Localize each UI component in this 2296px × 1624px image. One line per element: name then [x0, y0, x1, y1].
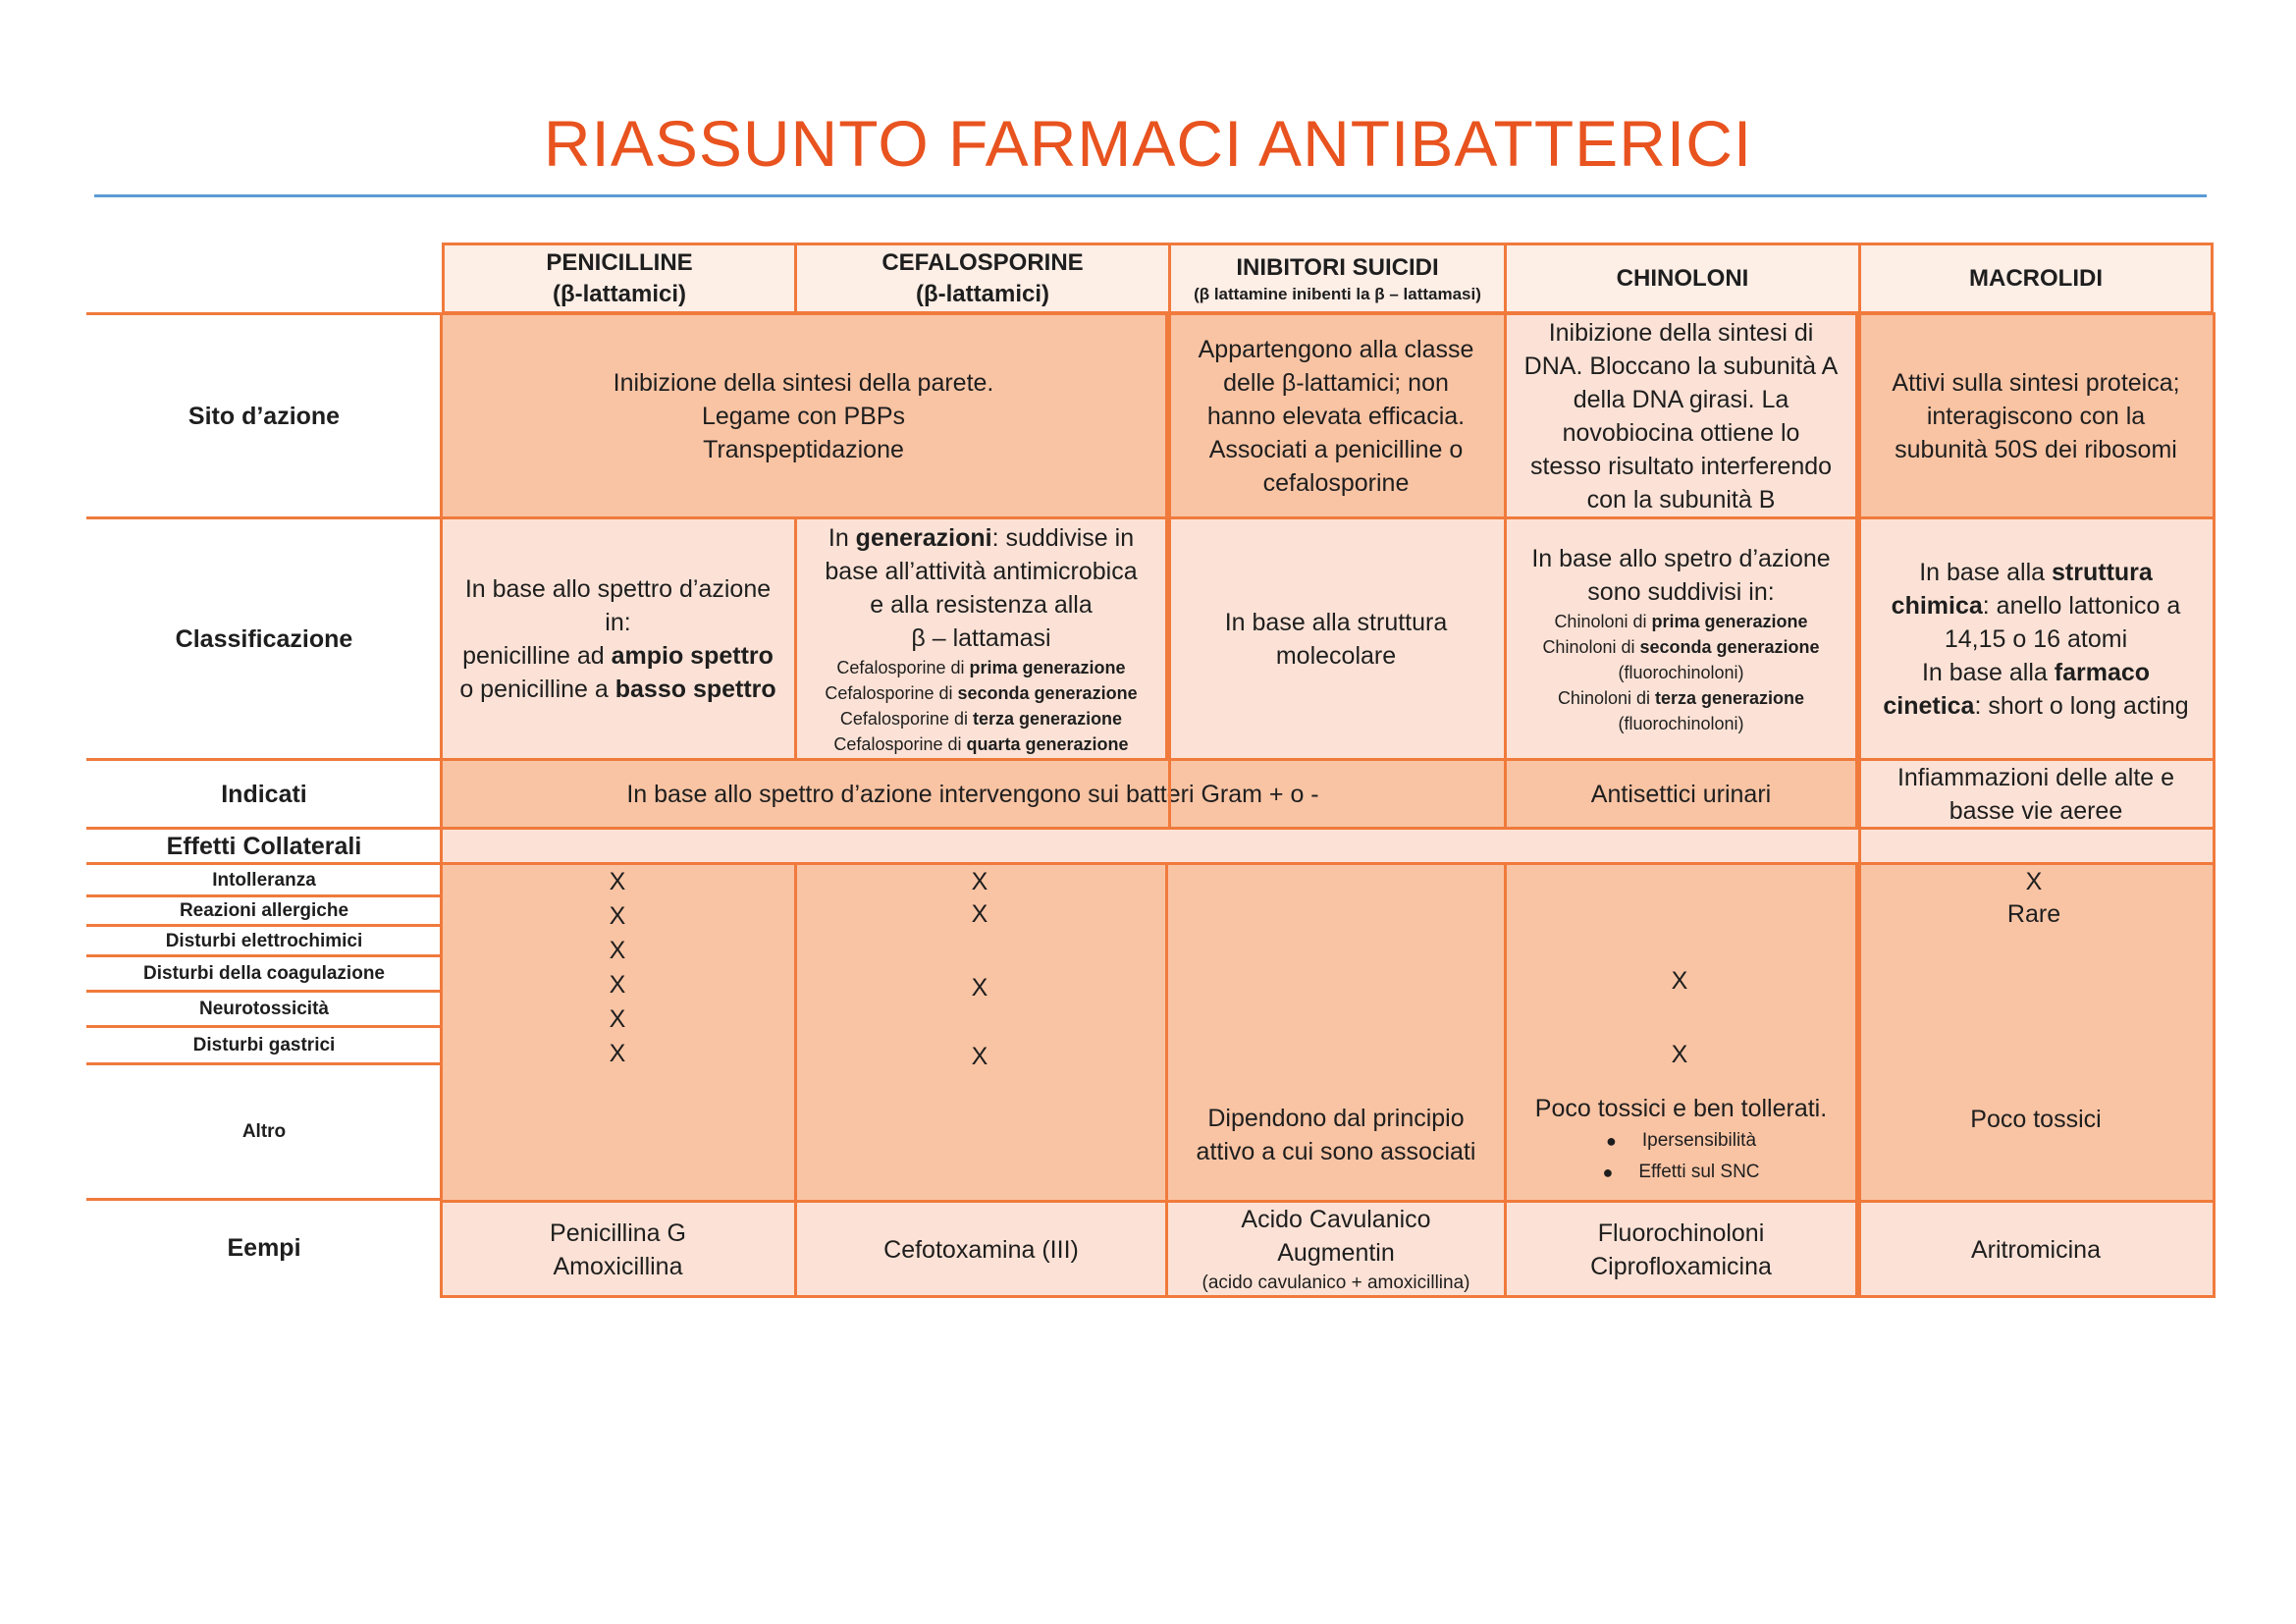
label-separator — [86, 954, 442, 957]
column-header-cefalosporine: CEFALOSPORINE (β-lattamici) — [794, 243, 1171, 314]
mark-chinoloni-gastrici: X — [1671, 1041, 1688, 1068]
cell-esempi-chinoloni: Fluorochinoloni Ciprofloxamicina — [1504, 1200, 1858, 1296]
cell-esempi-penicilline: Penicillina G Amoxicillina — [442, 1200, 794, 1296]
title-underline — [94, 194, 2207, 197]
row-label-reazioni-allergiche: Reazioni allergiche — [179, 900, 349, 921]
row-divider — [442, 516, 2214, 519]
label-separator — [86, 862, 442, 865]
mark-cefalosporine-gastrici: X — [971, 1043, 988, 1070]
cell-indicati-chinoloni: Antisettici urinari — [1504, 760, 1858, 829]
cell-sito-macrolidi: Attivi sulla sintesi proteica; interagiscono con la subunità 50S dei ribosomi — [1858, 314, 2214, 518]
row-label-altro: Altro — [241, 1121, 287, 1142]
cell-sito-inibitori: Appartengono alla classe delle β-lattamici; non hanno elevata efficacia. Associati a penicilline o cefalosporine — [1168, 314, 1504, 518]
column-header-penicilline: PENICILLINE (β-lattamici) — [442, 243, 797, 314]
cell-esempi-inibitori: Acido Cavulanico Augmentin (acido cavulanico + amoxicillina) — [1168, 1200, 1504, 1296]
page-title: RIASSUNTO FARMACI ANTIBATTERICI — [543, 107, 1753, 180]
mark-cefalosporine-coagulazione: X — [971, 974, 988, 1001]
mark-macrolidi-intolleranza: X — [2025, 868, 2043, 895]
row-divider — [442, 862, 2214, 865]
cell-indicati-macrolidi: Infiammazioni delle alte e basse vie aeree — [1858, 760, 2214, 829]
cell-altro-chinoloni: Poco tossici e ben tollerati. ● Ipersensibilità ● Effetti sul SNC — [1504, 1092, 1858, 1196]
label-separator — [86, 1062, 442, 1065]
cell-sito-chinoloni: Inibizione della sintesi di DNA. Bloccano la subunità A della DNA girasi. La novobiocina ottiene lo stesso risultato interferendo con la subunità B — [1504, 314, 1858, 518]
bullet-item: ● Effetti sul SNC — [1602, 1157, 1759, 1188]
column-divider — [1168, 314, 1171, 829]
mark-penicilline-intolleranza: X — [609, 868, 626, 895]
label-separator — [86, 990, 442, 993]
row-label-disturbi-elettrochimici: Disturbi elettrochimici — [165, 930, 363, 951]
cell-altro-macrolidi: Poco tossici — [1970, 1106, 2102, 1133]
column-header-macrolidi: MACROLIDI — [1858, 243, 2214, 314]
label-separator — [86, 516, 442, 519]
row-label-esempi: Eempi — [227, 1233, 301, 1262]
mark-chinoloni-coagulazione: X — [1671, 967, 1688, 995]
row-label-disturbi-gastrici: Disturbi gastrici — [192, 1035, 336, 1056]
cell-altro-inibitori: Dipendono dal principio attivo a cui sono associati — [1196, 1105, 1476, 1165]
column-header-inibitori-suicidi: INIBITORI SUICIDI (β lattamine inibenti la β – lattamasi) — [1168, 243, 1507, 314]
bullet-item: ● Ipersensibilità — [1606, 1125, 1756, 1157]
mark-cefalosporine-intolleranza: X — [971, 868, 988, 895]
label-separator — [86, 1198, 442, 1201]
mark-macrolidi-reazioni-rare: Rare — [2006, 900, 2061, 928]
column-header-chinoloni: CHINOLONI — [1504, 243, 1861, 314]
label-separator — [86, 758, 442, 761]
mark-penicilline-neurotossicita: X — [609, 1005, 626, 1033]
cell-esempi-macrolidi: Aritromicina — [1858, 1200, 2214, 1296]
label-separator — [86, 1025, 442, 1028]
row-label-sito: Sito d’azione — [187, 402, 341, 430]
row-label-indicati: Indicati — [221, 780, 307, 808]
column-divider — [1858, 314, 1861, 1296]
cell-classificazione-cefalosporine: In generazioni: suddivise in base all’attività antimicrobica e alla resistenza alla β – lattamasi Cefalosporine di prima generazione Cefalosporine di seconda generazione Cefalosporine di terza generazione Cefalosporine di quarta generazione — [794, 518, 1168, 760]
row-label-disturbi-coagulazione: Disturbi della coagulazione — [143, 963, 385, 984]
cell-classificazione-inibitori: In base alla struttura molecolare — [1168, 518, 1504, 760]
row-divider — [442, 827, 2214, 830]
bullet-icon: ● — [1605, 1131, 1617, 1151]
row-label-classificazione: Classificazione — [175, 624, 353, 653]
row-divider — [442, 758, 2214, 761]
cell-indicati-betalattamici: In base allo spettro d’azione intervengono sui batteri Gram + o - — [442, 760, 1504, 829]
label-separator — [86, 894, 442, 897]
label-separator — [86, 827, 442, 830]
mark-penicilline-reazioni: X — [609, 902, 626, 930]
label-separator — [86, 312, 442, 315]
label-separator — [86, 924, 442, 927]
mark-penicilline-coagulazione: X — [609, 971, 626, 999]
cell-classificazione-penicilline: In base allo spettro d’azione in: penicilline ad ampio spettro o penicilline a basso spettro — [442, 518, 794, 760]
row-label-intolleranza: Intolleranza — [212, 869, 316, 891]
cell-effetti-band — [442, 829, 2214, 864]
cell-classificazione-chinoloni: In base allo spetro d’azione sono suddivisi in: Chinoloni di prima generazione Chinoloni di seconda generazione (fluorochinoloni) Chinoloni di terza generazione (fluorochinoloni) — [1504, 518, 1858, 760]
cell-esempi-cefalosporine: Cefotoxamina (III) — [794, 1200, 1168, 1296]
cell-sito-betalattamici: Inibizione della sintesi della parete. Legame con PBPs Transpeptidazione — [442, 314, 1168, 518]
mark-penicilline-elettrochimici: X — [609, 937, 626, 964]
cell-classificazione-macrolidi: In base alla struttura chimica: anello lattonico a 14,15 o 16 atomi In base alla farmaco cinetica: short o long acting — [1858, 518, 2214, 760]
row-label-effetti-collaterali: Effetti Collaterali — [166, 832, 362, 860]
mark-penicilline-gastrici: X — [609, 1040, 626, 1067]
row-label-neurotossicita: Neurotossicità — [199, 999, 329, 1019]
bullet-icon: ● — [1602, 1163, 1614, 1182]
mark-cefalosporine-reazioni: X — [971, 900, 988, 928]
